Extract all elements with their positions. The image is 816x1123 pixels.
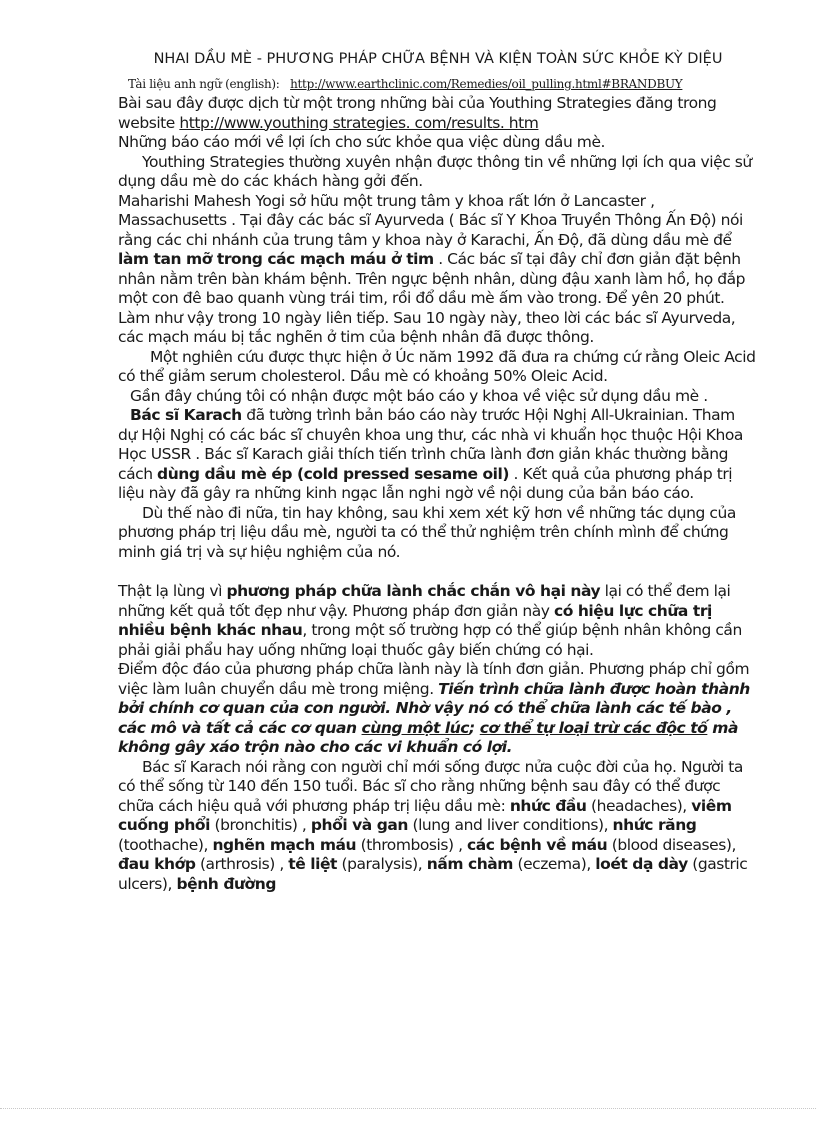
underlined-phrase: cơ thể tự loại trừ các độc tố xyxy=(479,718,708,737)
bold-phrase: làm tan mỡ trong các mạch máu ở tim xyxy=(118,250,434,268)
document-page xyxy=(118,50,758,894)
page-title: NHAI DẦU MÈ - PHƯƠNG PHÁP CHỮA BỆNH VÀ KIỆN TOÀN SỨC KHỎE KỲ DIỆU xyxy=(153,51,723,67)
paragraph-unique: Điểm độc đáo của phương pháp chữa lành này là tính đơn giản. Phương pháp chỉ gồm việc làm luân chuyển dầu mè trong miệng. Tiến trình chữa lành được hoàn thành bởi chính cơ quan của con người. Nhờ vậy nó có thể chữa lành các tế bào , các mô và tất cả các cơ quan cùng một lúc; cơ thể tự loại trừ các độc tố mà không gây xáo trộn nào cho các vi khuẩn có lợi. xyxy=(118,660,750,756)
bold-phrase: phương pháp chữa lành chắc chắn vô hại này xyxy=(226,582,601,600)
paragraph-youthing: Youthing Strategies thường xuyên nhận được thông tin về những lợi ích qua việc sử dụng dầu mè do các khách hàng gởi đến. xyxy=(118,152,752,190)
paragraph-amazing: Thật lạ lùng vì phương pháp chữa lành chắc chắn vô hại này lại có thể đem lại những kết quả tốt đẹp như vậy. Phương pháp đơn giản này có hiệu lực chữa trị nhiều bệnh khác nhau, trong một số trường hợp có thể giúp bệnh nhân không cần phải giải phẩu hay uống những loại thuốc gây biến chứng có hại. xyxy=(118,582,742,659)
bold-phrase: dùng dầu mè ép (cold pressed sesame oil) xyxy=(157,464,510,483)
page-bottom-rule xyxy=(0,1108,816,1109)
paragraph-reports: Những báo cáo mới về lợi ích cho sức khỏe qua việc dùng dầu mè. xyxy=(118,133,606,151)
paragraph-diseases: Bác sĩ Karach nói rằng con người chỉ mới sống được nửa cuộc đời của họ. Người ta có thể sống từ 140 đến 150 tuổi. Bác sĩ cho rằng những bệnh sau đây có thể được chữa cách hiệu quả với phương pháp trị liệu dầu mè: nhức đầu (headaches), viêm cuống phổi (bronchitis) , phổi và gan (lung and liver conditions), nhức răng (toothache), nghẽn mạch máu (thrombosis) , các bệnh về máu (blood diseases), đau khớp (arthrosis) , tê liệt (paralysis), nấm chàm (eczema), loét dạ dày (gastric ulcers), bệnh đường xyxy=(118,757,748,893)
bold-phrase: có hiệu lực chữa trị nhiều bệnh khác nhau xyxy=(118,601,712,639)
underlined-phrase: cùng một lúc xyxy=(361,718,470,737)
paragraph-recent: Gần đây chúng tôi có nhận được một báo cáo y khoa về việc sử dụng dầu mè . xyxy=(130,386,708,405)
bold-phrase: Bác sĩ Karach xyxy=(130,406,242,424)
source-line xyxy=(128,77,758,92)
paragraph-gap xyxy=(118,562,758,582)
bold-italic-phrase: Tiến trình chữa lành được hoàn thành bởi chính cơ quan của con người. Nhờ vậy nó có thể chữa lành các tế bào , các mô và tất cả các cơ quan xyxy=(118,679,750,737)
paragraph-intro: Bài sau đây được dịch từ một trong những bài của Youthing Strategies đăng trong website http://www.youthing strategies. com/results. htm xyxy=(118,94,717,132)
website-link[interactable]: http://www.youthing strategies. com/results. htm xyxy=(179,113,539,132)
paragraph-karach: Bác sĩ Karach đã tường trình bản báo cáo này trước Hội Nghị All-Ukrainian. Tham dự Hội Nghị có các bác sĩ chuyên khoa ung thư, các nhà vi khuẩn học thuộc Hội Khoa Học USSR . Bác sĩ Karach giải thích tiến trình chữa lành đơn giản khác thường bằng cách dùng dầu mè ép (cold pressed sesame oil) . Kết quả của phương pháp trị liệu này đã gây ra những kinh ngạc lẫn nghi ngờ về nội dung của bản báo cáo. xyxy=(118,406,743,502)
paragraph-maharishi: Maharishi Mahesh Yogi sở hữu một trung tâm y khoa rất lớn ở Lancaster , Massachusetts . Tại đây các bác sĩ Ayurveda ( Bác sĩ Y Khoa Truyền Thông Ấn Độ) nói rằng các chi nhánh của trung tâm y khoa này ở Karachi, Ấn Độ, đã dùng dầu mè để làm tan mỡ trong các mạch máu ở tim . Các bác sĩ tại đây chỉ đơn giản đặt bệnh nhân nằm trên bàn khám bệnh. Trên ngực bệnh nhân, dùng đậu xanh làm hồ, họ đắp một con đê bao quanh vùng trái tim, rồi đổ dầu mè ấm vào trong. Để yên 20 phút. Làm như vậy trong 10 ngày liên tiếp. Sau 10 ngày này, theo lời các bác sĩ Ayurveda, các mạch máu bị tắc nghẽn ở tim của bệnh nhân đã được thông. xyxy=(118,191,746,346)
source-link[interactable]: http://www.earthclinic.com/Remedies/oil_pulling.html#BRANDBUY xyxy=(290,77,683,91)
source-label: Tài liệu anh ngữ (english): xyxy=(128,77,280,91)
paragraph-study: Một nghiên cứu được thực hiện ở Úc năm 1992 đã đưa ra chứng cứ rằng Oleic Acid có thể giảm serum cholesterol. Dầu mè có khoảng 50% Oleic Acid. xyxy=(118,347,756,385)
paragraph-anyway: Dù thế nào đi nữa, tin hay không, sau khi xem xét kỹ hơn về những tác dụng của phương pháp trị liệu dầu mè, người ta có thể thử nghiệm trên chính mình để chứng minh giá trị và sự hiệu nghiệm của nó. xyxy=(118,503,736,561)
